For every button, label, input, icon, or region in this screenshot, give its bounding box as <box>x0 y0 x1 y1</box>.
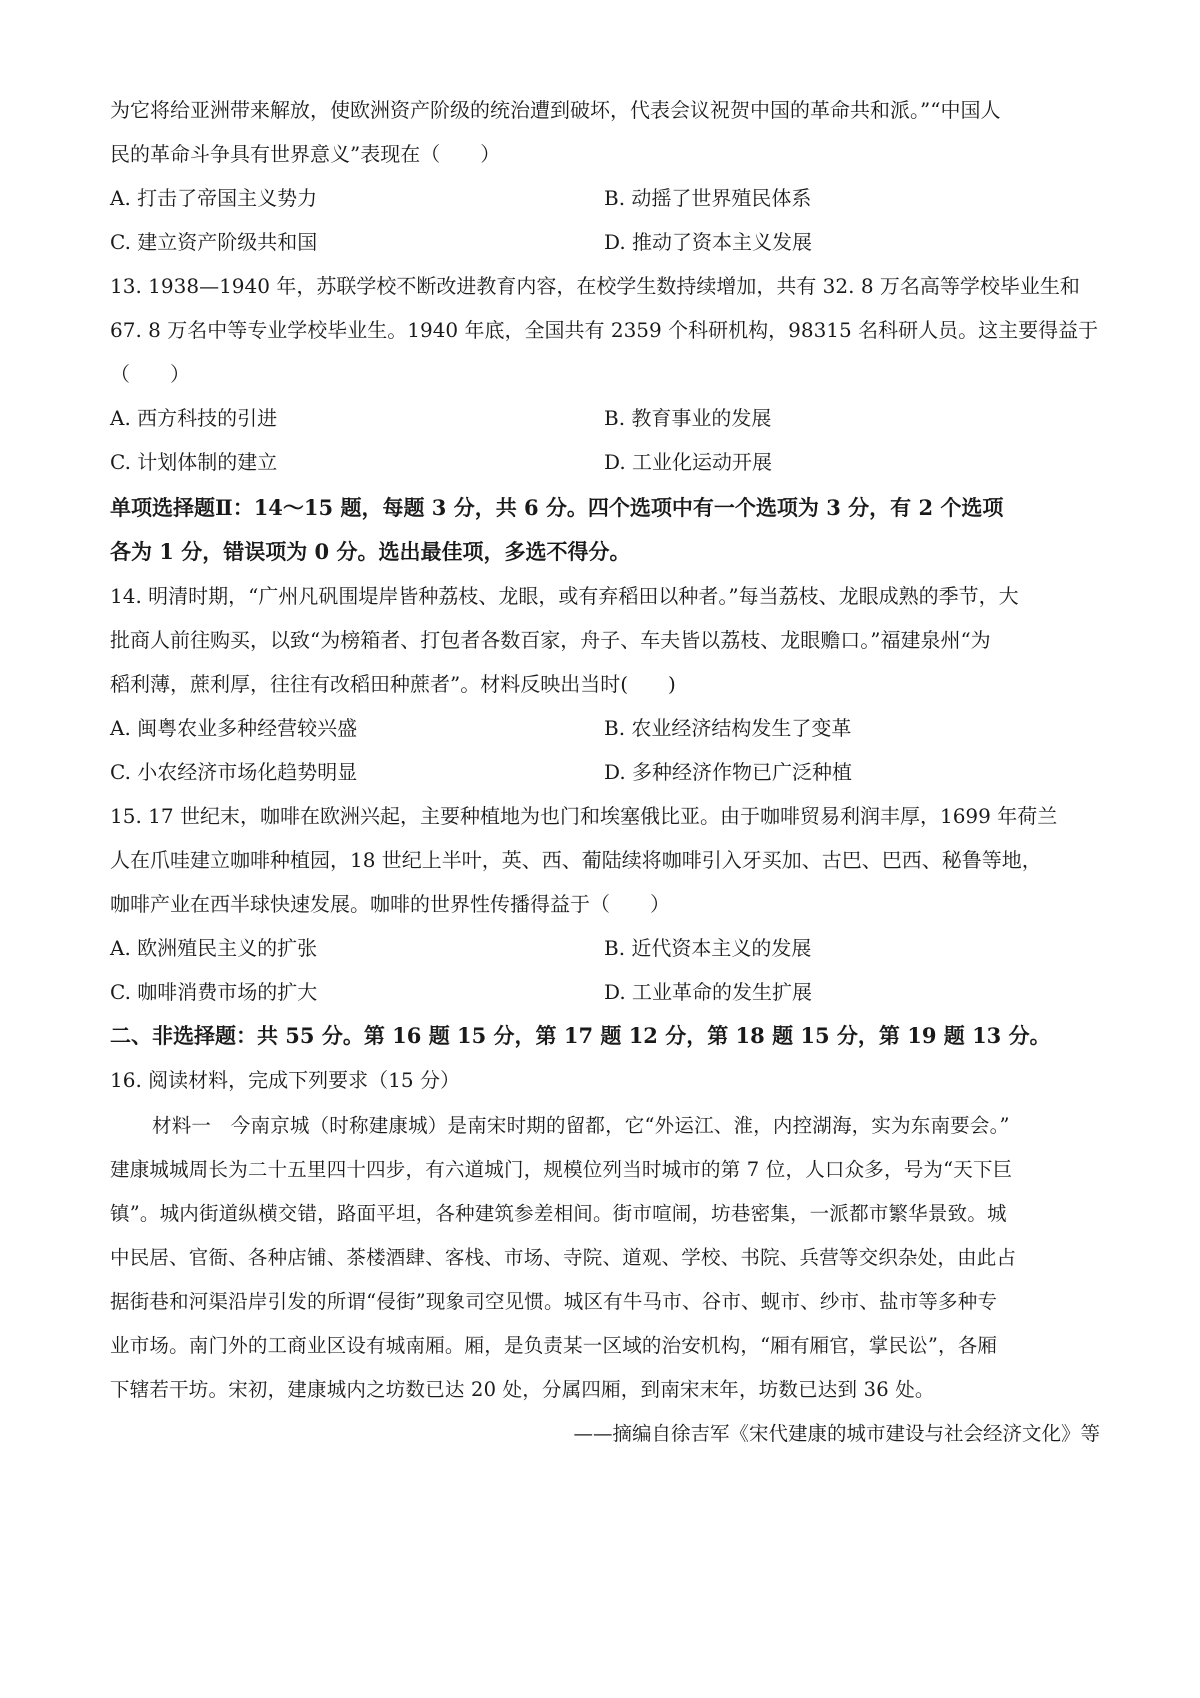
q15-option-b: B. 近代资本主义的发展 <box>604 936 812 960</box>
part2-heading: 二、非选择题：共 55 分。第 16 题 15 分，第 17 题 12 分，第 18 题 15 分，第 19 题 13 分。 <box>110 1023 1051 1048</box>
q15-stem-line1: 15. 17 世纪末，咖啡在欧洲兴起，主要种植地为也门和埃塞俄比亚。由于咖啡贸易利润丰厚，1699 年荷兰 <box>110 804 1058 828</box>
q16-source-citation: ——摘编自徐吉军《宋代建康的城市建设与社会经济文化》等 <box>573 1422 1100 1445</box>
q13-option-b: B. 教育事业的发展 <box>604 406 772 430</box>
section2-heading-line1: 单项选择题Ⅱ：14～15 题，每题 3 分，共 6 分。四个选项中有一个选项为 3 分，有 2 个选项 <box>110 495 1004 520</box>
q13-option-c: C. 计划体制的建立 <box>110 450 278 474</box>
q14-option-a: A. 闽粤农业多种经营较兴盛 <box>110 716 358 740</box>
q15-stem-line2: 人在爪哇建立咖啡种植园，18 世纪上半叶，英、西、葡陆续将咖啡引入牙买加、古巴、巴西、秘鲁等地， <box>110 848 1042 872</box>
q15-option-a: A. 欧洲殖民主义的扩张 <box>110 936 318 960</box>
q14-option-c: C. 小农经济市场化趋势明显 <box>110 760 358 784</box>
q12-option-a: A. 打击了帝国主义势力 <box>110 186 318 210</box>
q15-stem-line3: 咖啡产业在西半球快速发展。咖啡的世界性传播得益于（ ） <box>110 892 670 916</box>
q13-stem-line2: 67. 8 万名中等专业学校毕业生。1940 年底，全国共有 2359 个科研机构，98315 名科研人员。这主要得益于 <box>110 318 1099 342</box>
q14-option-d: D. 多种经济作物已广泛种植 <box>604 760 853 784</box>
q14-option-b: B. 农业经济结构发生了变革 <box>604 716 852 740</box>
q12-option-c: C. 建立资产阶级共和国 <box>110 230 318 254</box>
q12-stem-line1: 为它将给亚洲带来解放，使欧洲资产阶级的统治遭到破坏，代表会议祝贺中国的革命共和派。”“中国人 <box>110 98 1001 122</box>
section2-heading-line2: 各为 1 分，错误项为 0 分。选出最佳项，多选不得分。 <box>110 539 631 564</box>
q16-material-line: 材料一 今南京城（时称建康城）是南宋时期的留都，它“外运江、淮，内控湖海，实为东南要会。” <box>152 1114 1010 1137</box>
q13-option-d: D. 工业化运动开展 <box>604 450 773 474</box>
q16-stem: 16. 阅读材料，完成下列要求（15 分） <box>110 1068 460 1092</box>
q12-option-d: D. 推动了资本主义发展 <box>604 230 813 254</box>
q15-option-d: D. 工业革命的发生扩展 <box>604 980 813 1004</box>
q16-material-line: 镇”。城内街道纵横交错，路面平坦，各种建筑参差相间。街市喧闹，坊巷密集，一派都市繁华景致。城 <box>110 1202 1007 1225</box>
q16-material-line: 下辖若干坊。宋初，建康城内之坊数已达 20 处，分属四厢，到南宋末年，坊数已达到 36 处。 <box>110 1378 935 1401</box>
q14-stem-line1: 14. 明清时期，“广州凡矾围堤岸皆种荔枝、龙眼，或有弃稻田以种者。”每当荔枝、龙眼成熟的季节，大 <box>110 584 1019 608</box>
q13-stem-line1: 13. 1938—1940 年，苏联学校不断改进教育内容，在校学生数持续增加，共有 32. 8 万名高等学校毕业生和 <box>110 274 1080 298</box>
q16-material-line: 建康城城周长为二十五里四十四步，有六道城门，规模位列当时城市的第 7 位，人口众多，号为“天下巨 <box>110 1158 1013 1181</box>
q14-stem-line3: 稻利薄，蔗利厚，往往有改稻田种蔗者”。材料反映出当时( ) <box>110 672 676 696</box>
q14-stem-line2: 批商人前往购买，以致“为榜箱者、打包者各数百家，舟子、车夫皆以荔枝、龙眼赡口。”福建泉州“为 <box>110 628 991 652</box>
q12-option-b: B. 动摇了世界殖民体系 <box>604 186 812 210</box>
q16-material-line: 据街巷和河渠沿岸引发的所谓“侵街”现象司空见惯。城区有牛马市、谷市、蚬市、纱市、盐市等多种专 <box>110 1290 998 1313</box>
q12-stem-line2: 民的革命斗争具有世界意义”表现在（ ） <box>110 142 501 166</box>
q15-option-c: C. 咖啡消费市场的扩大 <box>110 980 318 1004</box>
q13-option-a: A. 西方科技的引进 <box>110 406 278 430</box>
q16-material-line: 中民居、官衙、各种店铺、茶楼酒肆、客栈、市场、寺院、道观、学校、书院、兵营等交织杂处，由此占 <box>110 1246 1017 1269</box>
q13-stem-line3: （ ） <box>110 362 190 386</box>
q16-material-line: 业市场。南门外的工商业区设有城南厢。厢，是负责某一区域的治安机构，“厢有厢官，掌民讼”，各厢 <box>110 1334 998 1357</box>
